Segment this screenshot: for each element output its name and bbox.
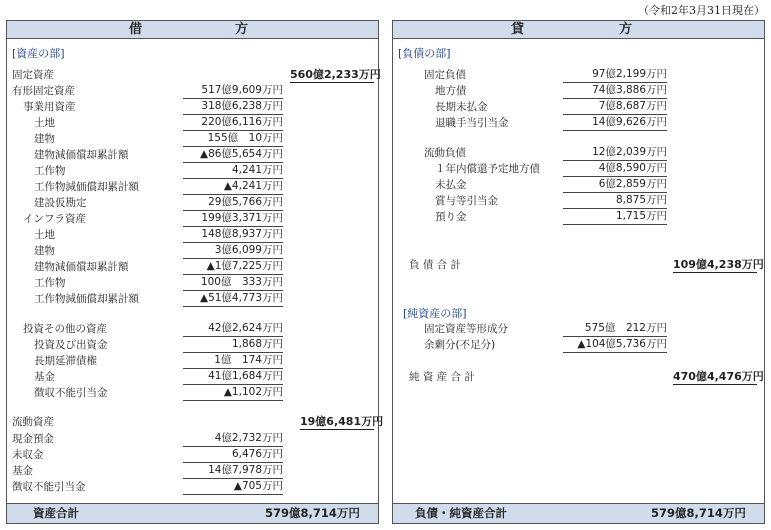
line-item <box>393 177 763 193</box>
line-item <box>7 275 377 291</box>
line-item <box>7 259 377 275</box>
line-item-value: 575億 212万円 <box>563 321 667 337</box>
line-item-label: 未払金 <box>435 179 467 191</box>
line-item-value: 1,868万円 <box>183 337 283 353</box>
line-item <box>393 337 763 353</box>
line-item-label: 工作物減価償却累計額 <box>34 181 139 193</box>
net-assets-section-title: [純資産の部] <box>403 307 467 320</box>
line-item-value: ▲51億4,773万円 <box>183 291 283 307</box>
line-item-value: 199億3,371万円 <box>183 211 283 227</box>
line-item-value: ▲1億7,225万円 <box>183 259 283 275</box>
line-item-label: 余剰分(不足分) <box>424 339 496 351</box>
net-assets-total-label: 純 資 産 合 計 <box>409 371 475 383</box>
line-item-label: 建物減価償却累計額 <box>34 149 129 161</box>
line-item <box>7 291 377 307</box>
liabilities-section-title: [負債の部] <box>398 47 451 60</box>
line-item-value: 100億 333万円 <box>183 275 283 291</box>
line-item <box>393 145 763 161</box>
line-item-value: ▲705万円 <box>183 479 283 495</box>
line-item-label: 土地 <box>34 229 55 241</box>
line-item-value: ▲1,102万円 <box>183 385 283 401</box>
line-item-value: ▲4,241万円 <box>183 179 283 195</box>
line-item-label: １年内償還予定地方債 <box>435 163 540 175</box>
line-item-value: 3億6,099万円 <box>183 243 283 259</box>
line-item-label: 建物減価償却累計額 <box>34 261 129 273</box>
line-item-label: インフラ資産 <box>23 213 86 225</box>
line-item <box>393 115 763 131</box>
line-item-value: 6億2,859万円 <box>563 177 667 193</box>
assets-total-value: 579億8,714万円 <box>265 506 360 520</box>
line-item <box>7 463 377 479</box>
line-item <box>7 353 377 369</box>
line-item-label: 徴収不能引当金 <box>34 387 108 399</box>
line-item <box>7 227 377 243</box>
line-item-label: 工作物減価償却累計額 <box>34 293 139 305</box>
line-item-label: 基金 <box>34 371 55 383</box>
line-item-label: 建設仮勘定 <box>34 197 87 209</box>
liabilities-net-total-value: 579億8,714万円 <box>651 506 746 520</box>
liabilities-total-row <box>409 257 764 273</box>
line-item-value: 29億5,766万円 <box>183 195 283 211</box>
line-item-label: 建物 <box>34 245 55 257</box>
line-item-label: 有形固定資産 <box>12 85 75 97</box>
line-item-label: 投資その他の資産 <box>23 323 107 335</box>
current-assets-label: 流動資産 <box>12 416 54 428</box>
line-item-value: 1億 174万円 <box>183 353 283 369</box>
line-item-label: 工作物 <box>34 277 66 289</box>
line-item-label: 退職手当引当金 <box>435 117 509 129</box>
date-note: （令和2年3月31日現在） <box>638 4 765 17</box>
line-item-label: 流動負債 <box>424 147 466 159</box>
line-item-label: 未収金 <box>12 449 44 461</box>
line-item <box>393 209 763 225</box>
liabilities-net-total-label: 負債・純資産合計 <box>415 506 507 520</box>
line-item-label: 預り金 <box>435 211 467 223</box>
header-char-1: 貸 <box>511 22 525 37</box>
line-item-value: 42億2,624万円 <box>183 321 283 337</box>
assets-total-footer <box>7 503 378 523</box>
line-item-label: 賞与等引当金 <box>435 195 498 207</box>
line-item-label: 地方債 <box>435 85 467 97</box>
line-item <box>7 131 377 147</box>
line-item <box>7 115 377 131</box>
line-item-value: 41億1,684万円 <box>183 369 283 385</box>
liabilities-net-total-footer <box>393 503 764 523</box>
line-item <box>7 83 377 99</box>
line-item-label: 長期未払金 <box>435 101 488 113</box>
line-item <box>7 99 377 115</box>
header-char-1: 借 <box>129 22 143 37</box>
net-assets-total-row <box>409 369 764 385</box>
line-item <box>7 447 377 463</box>
line-item-value: 14億9,626万円 <box>563 115 667 131</box>
line-item-value: 4,241万円 <box>183 163 283 179</box>
liabilities-total-label: 負 債 合 計 <box>409 259 462 271</box>
line-item-value: 97億2,199万円 <box>563 67 667 83</box>
fixed-assets-total: 560億2,233万円 <box>290 68 381 81</box>
fixed-assets-row <box>12 67 381 83</box>
credit-panel <box>392 20 765 524</box>
line-item-label: 現金預金 <box>12 433 54 445</box>
line-item-value: 155億 10万円 <box>183 131 283 147</box>
line-item-value: 7億8,687万円 <box>563 99 667 115</box>
line-item <box>7 479 377 495</box>
line-item-label: 固定負債 <box>424 69 466 81</box>
line-item-value: 6,476万円 <box>183 447 283 463</box>
line-item-label: 基金 <box>12 465 33 477</box>
line-item <box>7 431 377 447</box>
debit-header <box>7 21 378 39</box>
line-item <box>7 337 377 353</box>
line-item <box>393 321 763 337</box>
line-item-label: 投資及び出資金 <box>34 339 108 351</box>
line-item <box>393 161 763 177</box>
line-item-label: 長期延滞債権 <box>34 355 97 367</box>
line-item <box>7 385 377 401</box>
line-item <box>7 243 377 259</box>
line-item-label: 事業用資産 <box>23 101 76 113</box>
line-item <box>393 99 763 115</box>
line-item-value: 8,875万円 <box>563 193 667 209</box>
line-item <box>393 83 763 99</box>
line-item <box>7 321 377 337</box>
fixed-assets-label: 固定資産 <box>12 69 54 81</box>
current-assets-total: 19億6,481万円 <box>300 415 384 428</box>
line-item-value: 4億8,590万円 <box>563 161 667 177</box>
line-item-label: 工作物 <box>34 165 66 177</box>
line-item <box>7 179 377 195</box>
line-item <box>393 193 763 209</box>
current-assets-row <box>12 414 384 430</box>
credit-header <box>393 21 764 39</box>
debit-panel <box>6 20 384 524</box>
line-item <box>7 195 377 211</box>
line-item <box>7 211 377 227</box>
header-char-2: 方 <box>235 22 249 37</box>
line-item <box>7 163 377 179</box>
line-item-value: 1,715万円 <box>563 209 667 225</box>
line-item-value: 4億2,732万円 <box>183 431 283 447</box>
assets-total-label: 資産合計 <box>33 506 79 520</box>
line-item <box>7 369 377 385</box>
liabilities-total-value: 109億4,238万円 <box>673 258 764 271</box>
line-item-value: ▲86億5,654万円 <box>183 147 283 163</box>
line-item <box>7 147 377 163</box>
header-char-2: 方 <box>619 22 633 37</box>
line-item-value: ▲104億5,736万円 <box>563 337 667 353</box>
line-item-label: 固定資産等形成分 <box>424 323 508 335</box>
line-item-label: 徴収不能引当金 <box>12 481 86 493</box>
line-item-value: 517億9,609万円 <box>183 83 283 99</box>
line-item-value: 318億6,238万円 <box>183 99 283 115</box>
line-item-value: 12億2,039万円 <box>563 145 667 161</box>
line-item <box>393 67 763 83</box>
line-item-value: 74億3,886万円 <box>563 83 667 99</box>
line-item-value: 148億8,937万円 <box>183 227 283 243</box>
line-item-value: 220億6,116万円 <box>183 115 283 131</box>
line-item-label: 土地 <box>34 117 55 129</box>
line-item-label: 建物 <box>34 133 55 145</box>
line-item-value: 14億7,978万円 <box>183 463 283 479</box>
assets-section-title: [資産の部] <box>12 47 65 60</box>
net-assets-total-value: 470億4,476万円 <box>673 370 764 383</box>
